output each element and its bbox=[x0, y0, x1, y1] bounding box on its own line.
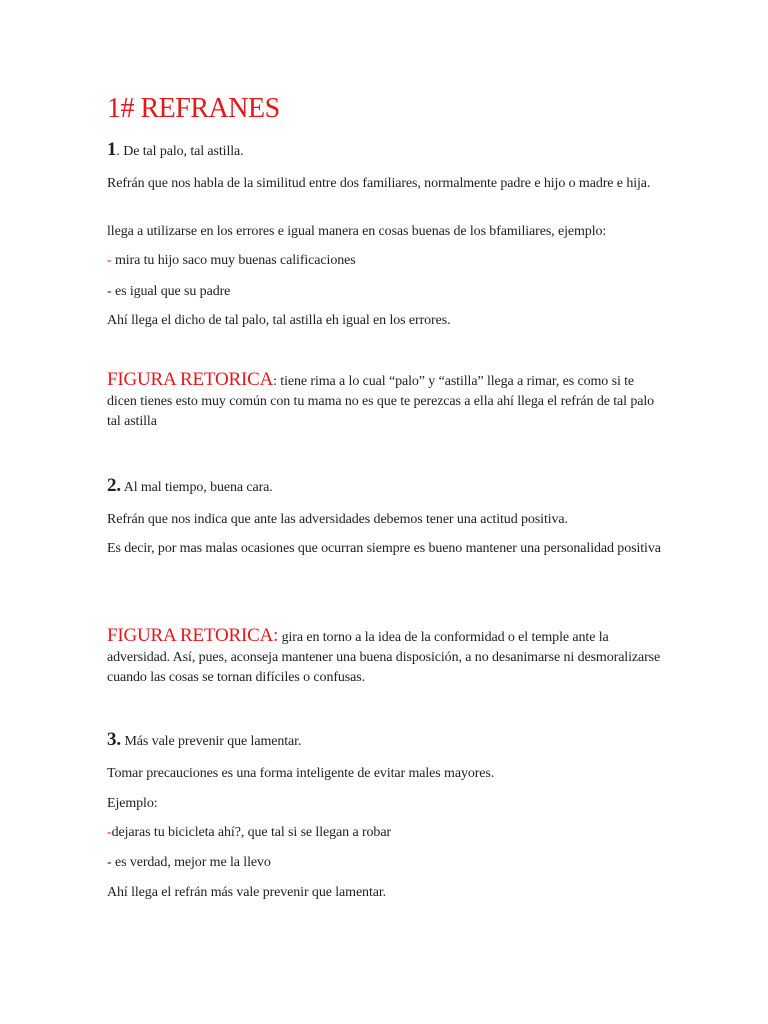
figure-retorica-text: : tiene rima a lo cual “palo” y “astilla” llega a rimar, es como si te dicen tienes esto muy común con tu mama no es que te perezcas a ella ahí llega el refrán de tal palo tal astilla bbox=[107, 374, 655, 429]
section-3-dialogue-line-2: - es verdad, mejor me la llevo bbox=[107, 855, 271, 870]
section-1-dialogue-line-2: - es igual que su padre bbox=[107, 284, 231, 299]
section-1-dialogue-line-1 bbox=[107, 251, 667, 271]
section-2-title: Al mal tiempo, buena cara. bbox=[121, 480, 273, 495]
section-3-title: Más vale prevenir que lamentar. bbox=[121, 734, 302, 749]
section-1-dialogue-text-1: mira tu hijo saco muy buenas calificaciones bbox=[111, 253, 356, 268]
section-3-paragraph-2: Ejemplo: bbox=[107, 796, 158, 811]
document-title: 1# REFRANES bbox=[107, 93, 280, 124]
figure-retorica-label: FIGURA RETORICA: bbox=[107, 625, 279, 646]
section-2-paragraph-2: Es decir, por mas malas ocasiones que ocurran siempre es bueno mantener una personalidad positiva bbox=[107, 541, 661, 556]
section-3-number: 3. bbox=[107, 729, 122, 750]
section-3-dialogue-text-1: dejaras tu bicicleta ahí?, que tal si se llegan a robar bbox=[111, 825, 391, 840]
section-1-number: 1 bbox=[107, 139, 117, 160]
section-2-paragraph-1: Refrán que nos indica que ante las adversidades debemos tener una actitud positiva. bbox=[107, 512, 568, 527]
section-1-heading bbox=[107, 140, 667, 162]
section-1-paragraph-2: llega a utilizarse en los errores e igual manera en cosas buenas de los bfamiliares, ejemplo: bbox=[107, 224, 607, 239]
section-1-paragraph-3: Ahí llega el dicho de tal palo, tal astilla eh igual en los errores. bbox=[107, 313, 451, 328]
section-1-dash: - bbox=[107, 253, 112, 268]
section-3-dash: - bbox=[107, 825, 112, 840]
section-3-paragraph-1: Tomar precauciones es una forma inteligente de evitar males mayores. bbox=[107, 766, 495, 781]
section-1-paragraph-1: Refrán que nos habla de la similitud entre dos familiares, normalmente padre e hijo o madre e hija. bbox=[107, 176, 651, 191]
section-2-figure-retorica bbox=[107, 626, 667, 688]
section-2-number: 2. bbox=[107, 475, 122, 496]
figure-retorica-label: FIGURA RETORICA bbox=[107, 369, 274, 390]
section-3-dialogue-line-1 bbox=[107, 823, 667, 843]
figure-retorica-text: gira en torno a la idea de la conformidad o el temple ante la adversidad. Así, pues, aconseja mantener una buena disposición, a no desanimarse ni desmoralizarse cuando las cosas se tornan difíciles o confusas. bbox=[107, 630, 661, 685]
section-2-heading bbox=[107, 476, 667, 498]
section-1-title: . De tal palo, tal astilla. bbox=[116, 144, 244, 159]
section-3-paragraph-3: Ahí llega el refrán más vale prevenir que lamentar. bbox=[107, 885, 387, 900]
section-1-figure-retorica bbox=[107, 370, 667, 432]
section-3-heading bbox=[107, 730, 667, 752]
